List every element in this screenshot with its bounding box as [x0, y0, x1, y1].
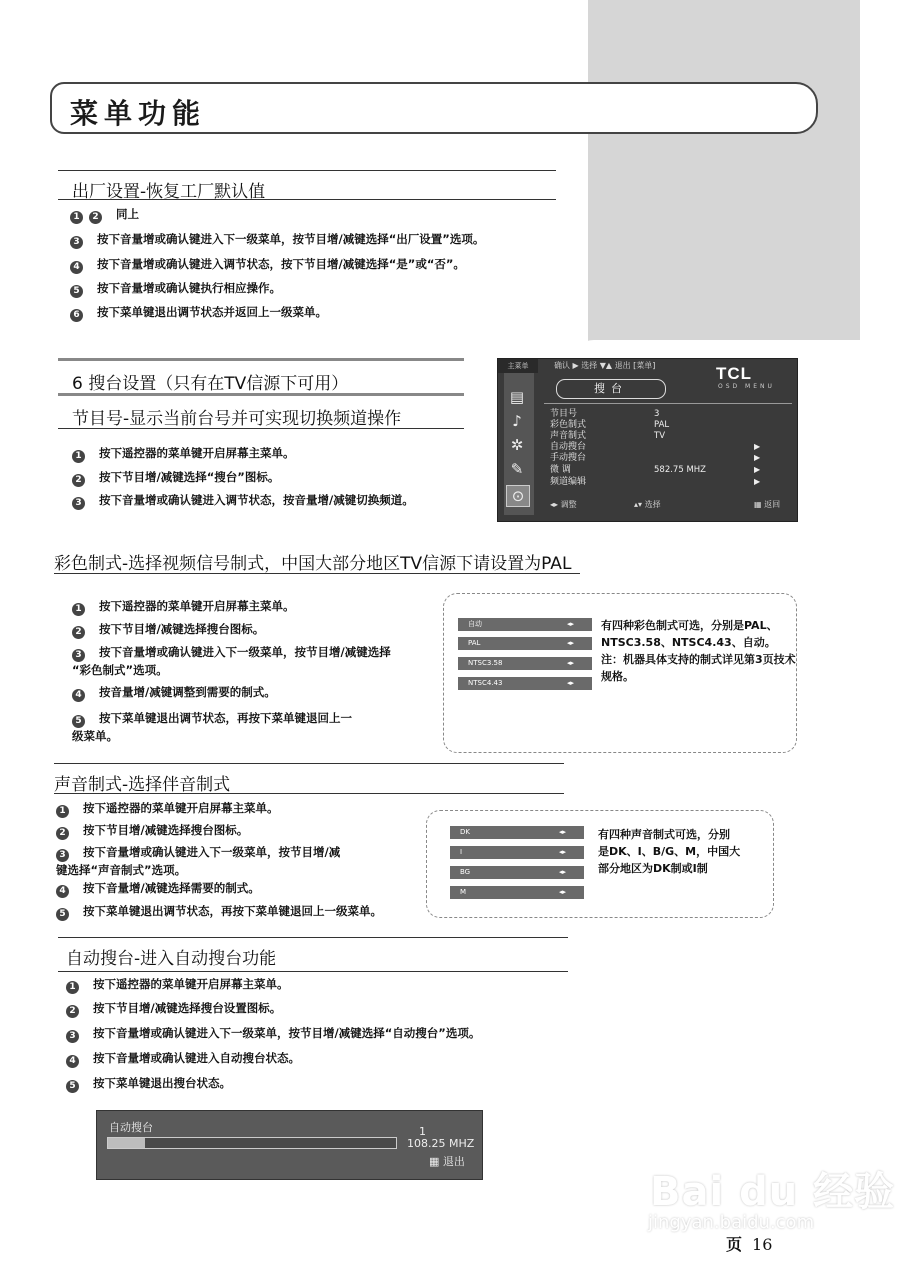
tuning-step-3	[72, 492, 414, 510]
factory-step-1	[70, 206, 139, 224]
option-label: NTSC4.43	[468, 679, 503, 687]
auto-scan-rule	[58, 971, 568, 972]
step-number-badge: 4	[66, 1055, 79, 1068]
tv-row-label: 彩色制式	[550, 420, 587, 430]
search-icon: ⊙	[506, 485, 530, 507]
option-label: BG	[460, 868, 471, 876]
tuning-section-title: 6 搜台设置（只有在TV信源下可用）	[72, 374, 349, 394]
tv-row-label: 频道编辑	[550, 477, 587, 487]
auto-scan-screen	[96, 1110, 483, 1180]
auto-step-text: 按下音量增或确认键进入下一级菜单，按节目增/减键选择“自动搜台”选项。	[93, 1026, 481, 1040]
step-number-badge: 1	[66, 981, 79, 994]
scan-exit-label: 退出	[442, 1155, 465, 1168]
step-number-badge: 5	[56, 908, 69, 921]
page-title-box	[50, 82, 818, 134]
auto-scan-top-rule	[58, 937, 568, 938]
left-right-arrow-icon: ◂▸	[558, 848, 566, 856]
left-right-arrow-icon: ◂▸	[566, 639, 574, 647]
sound-system-rule	[54, 793, 564, 794]
tv-footer-back	[754, 499, 780, 510]
step-number-badge: 3	[72, 649, 85, 662]
menu-key-icon: ▦	[429, 1155, 440, 1168]
color-system-title: 彩色制式-选择视频信号制式，中国大部分地区TV信源下请设置为PAL	[54, 554, 572, 574]
color-step-3	[72, 644, 391, 678]
sound-step-text: 按下音量增/减键选择需要的制式。	[83, 881, 260, 895]
left-right-arrow-icon: ◂▸	[566, 620, 574, 628]
factory-top-rule	[58, 170, 556, 171]
auto-step-3	[66, 1025, 480, 1043]
tv-footer-select: ▴▾ 选择	[634, 500, 661, 509]
option-label: M	[460, 888, 467, 896]
step-number-badge: 1	[72, 450, 85, 463]
page-number	[726, 1232, 772, 1255]
step-number-badge: 3	[70, 236, 83, 249]
sound-step-text: 按下节目增/减键选择搜台图标。	[83, 823, 249, 837]
factory-step-3	[70, 231, 484, 249]
baidu-watermark-url: jingyan.baidu.com	[648, 1212, 815, 1233]
auto-step-text: 按下遥控器的菜单键开启屏幕主菜单。	[93, 977, 289, 991]
step-number-badge: 1	[72, 603, 85, 616]
tv-row-value: 582.75 MHZ	[654, 465, 706, 475]
step-number-badge: 1	[70, 211, 83, 224]
color-option-bar	[458, 618, 592, 631]
step-number-badge: 5	[72, 715, 85, 728]
step-number-badge: 1	[56, 805, 69, 818]
tv-footer-adjust: ◂▸ 调整	[550, 500, 577, 509]
page-number-value: 16	[752, 1235, 773, 1254]
step-number-badge: 4	[70, 261, 83, 274]
color-step-5	[72, 710, 352, 744]
tv-row-value: 3	[654, 409, 660, 419]
sound-system-title: 声音制式-选择伴音制式	[54, 775, 231, 795]
option-label: 自动	[468, 620, 482, 628]
auto-scan-title: 自动搜台-进入自动搜台功能	[66, 949, 277, 969]
scan-progress-bar	[107, 1137, 397, 1149]
baidu-watermark: Bai du 经验	[650, 1169, 896, 1215]
step-number-badge: 2	[66, 1005, 79, 1018]
factory-section-title: 出厂设置-恢复工厂默认值	[72, 182, 266, 202]
tv-row-label: 手动搜台	[550, 453, 587, 463]
tuning-step-2	[72, 469, 279, 487]
factory-step-text: 按下菜单键退出调节状态并返回上一级菜单。	[97, 305, 327, 319]
right-margin	[860, 0, 911, 1280]
tuning-mid-rule	[58, 393, 464, 396]
color-option-bar	[458, 637, 592, 650]
option-label: PAL	[468, 639, 481, 647]
step-number-badge: 4	[72, 689, 85, 702]
color-step-text: 按下菜单键退出调节状态，再按下菜单键退回上一 级菜单。	[72, 711, 352, 743]
color-step-text: 按音量增/减键调整到需要的制式。	[99, 685, 276, 699]
sound-option-bar	[450, 866, 584, 879]
auto-step-2	[66, 1000, 281, 1018]
factory-section-rule	[58, 199, 556, 200]
step-number-badge: 2	[72, 474, 85, 487]
auto-step-text: 按下菜单键退出搜台状态。	[93, 1076, 231, 1090]
step-number-badge: 5	[66, 1080, 79, 1093]
tuning-top-rule	[58, 358, 464, 361]
auto-step-text: 按下音量增或确认键进入自动搜台状态。	[93, 1051, 300, 1065]
picture-icon: ▤	[509, 388, 525, 406]
tv-tuning-header: 搜台	[556, 379, 666, 399]
tuning-step-text: 按下音量增或确认键进入调节状态，按音量增/减键切换频道。	[99, 493, 414, 507]
tv-row-value: PAL	[654, 420, 670, 430]
factory-step-5	[70, 280, 281, 298]
tuning-step-1	[72, 445, 295, 463]
color-option-bar	[458, 657, 592, 670]
sound-step-text: 按下遥控器的菜单键开启屏幕主菜单。	[83, 801, 279, 815]
color-option-bar	[458, 677, 592, 690]
page-title: 菜单功能	[70, 97, 207, 130]
step-number-badge: 3	[56, 849, 69, 862]
auto-step-text: 按下节目增/减键选择搜台设置图标。	[93, 1001, 282, 1015]
tv-footer-back-label: 返回	[764, 500, 781, 509]
tv-main-menu-tab: 主菜单	[498, 359, 538, 373]
scan-exit	[429, 1153, 465, 1169]
tuning-step-text: 按下遥控器的菜单键开启屏幕主菜单。	[99, 446, 295, 460]
step-number-badge: 6	[70, 309, 83, 322]
color-step-text: 按下节目增/减键选择搜台图标。	[99, 622, 265, 636]
channel-number-title: 节目号-显示当前台号并可实现切换频道操作	[72, 409, 402, 429]
left-right-arrow-icon: ◂▸	[566, 659, 574, 667]
tv-hint-bar: 确认 ▶ 选择 ▼▲ 退出 [菜单]	[554, 361, 656, 370]
tv-osd-screenshot	[497, 358, 798, 522]
color-system-rule	[54, 573, 580, 574]
left-right-arrow-icon: ◂▸	[558, 888, 566, 896]
page-label: 页	[726, 1235, 743, 1254]
auto-step-1	[66, 976, 289, 994]
gear-icon: ✲	[510, 436, 524, 454]
factory-step-text: 按下音量增或确认键进入下一级菜单，按节目增/减键选择“出厂设置”选项。	[97, 232, 485, 246]
sound-step-text: 按下音量增或确认键进入下一级菜单，按节目增/减 键选择“声音制式”选项。	[56, 845, 341, 877]
sound-step-2	[56, 822, 248, 840]
left-right-arrow-icon: ◂▸	[558, 868, 566, 876]
tv-row-arrow: ▶	[754, 453, 761, 462]
tv-row-arrow: ▶	[754, 477, 761, 486]
step-number-badge: 2	[89, 211, 102, 224]
sound-step-text: 按下菜单键退出调节状态，再按下菜单键退回上一级菜单。	[83, 904, 382, 918]
scan-channel: 1	[419, 1125, 426, 1138]
sound-step-5	[56, 903, 382, 921]
factory-step-4	[70, 256, 465, 274]
tv-row-label: 微 调	[550, 465, 571, 475]
tv-row-arrow: ▶	[754, 442, 761, 451]
tcl-logo-subtitle: OSD MENU	[718, 383, 775, 390]
music-note-icon: ♪	[512, 412, 522, 430]
step-number-badge: 2	[72, 626, 85, 639]
menu-key-icon: ▦	[754, 500, 762, 509]
wrench-icon: ✎	[510, 460, 524, 478]
tuning-step-text: 按下节目增/减键选择“搜台”图标。	[99, 470, 280, 484]
tv-row-label: 声音制式	[550, 431, 587, 441]
auto-step-5	[66, 1075, 231, 1093]
option-label: DK	[460, 828, 470, 836]
left-right-arrow-icon: ◂▸	[558, 828, 566, 836]
auto-step-4	[66, 1050, 300, 1068]
tv-row-value: TV	[654, 431, 666, 441]
color-step-4	[72, 684, 276, 702]
color-step-2	[72, 621, 264, 639]
factory-step-6	[70, 304, 327, 322]
step-number-badge: 5	[70, 285, 83, 298]
color-system-note: 有四种彩色制式可选，分别是PAL、 NTSC3.58、NTSC4.43、自动。 注：机器具体支持的制式详见第3页技术 规格。	[601, 619, 796, 683]
channel-number-rule	[58, 428, 464, 429]
sound-step-1	[56, 800, 279, 818]
scan-frequency: 108.25 MHZ	[407, 1137, 475, 1150]
tv-row-label: 自动搜台	[550, 442, 587, 452]
factory-step-text: 按下音量增或确认键执行相应操作。	[97, 281, 281, 295]
color-step-text: 按下遥控器的菜单键开启屏幕主菜单。	[99, 599, 295, 613]
left-right-arrow-icon: ◂▸	[566, 679, 574, 687]
tv-divider	[544, 403, 792, 404]
tv-row-label: 节目号	[550, 409, 578, 419]
scan-progress-fill	[108, 1138, 145, 1148]
sound-step-3	[56, 844, 340, 878]
color-step-1	[72, 598, 295, 616]
step-number-badge: 3	[72, 497, 85, 510]
step-number-badge: 3	[66, 1030, 79, 1043]
option-label: I	[460, 848, 463, 856]
sound-step-4	[56, 880, 260, 898]
sound-option-bar	[450, 826, 584, 839]
sound-system-note: 有四种声音制式可选，分别 是DK、I、B/G、M，中国大 部分地区为DK制或I制	[598, 828, 741, 875]
color-step-text: 按下音量增或确认键进入下一级菜单，按节目增/减键选择 “彩色制式”选项。	[72, 645, 391, 677]
sound-option-bar	[450, 846, 584, 859]
tcl-logo: TCL	[716, 364, 753, 383]
option-label: NTSC3.58	[468, 659, 503, 667]
step-number-badge: 2	[56, 827, 69, 840]
sound-system-top-rule	[54, 763, 564, 764]
step-number-badge: 4	[56, 885, 69, 898]
factory-step-text: 按下音量增或确认键进入调节状态，按下节目增/减键选择“是”或“否”。	[97, 257, 465, 271]
factory-step-text: 同上	[116, 207, 139, 221]
tv-row-arrow: ▶	[754, 465, 761, 474]
auto-scan-screen-title: 自动搜台	[109, 1121, 153, 1134]
sound-option-bar	[450, 886, 584, 899]
